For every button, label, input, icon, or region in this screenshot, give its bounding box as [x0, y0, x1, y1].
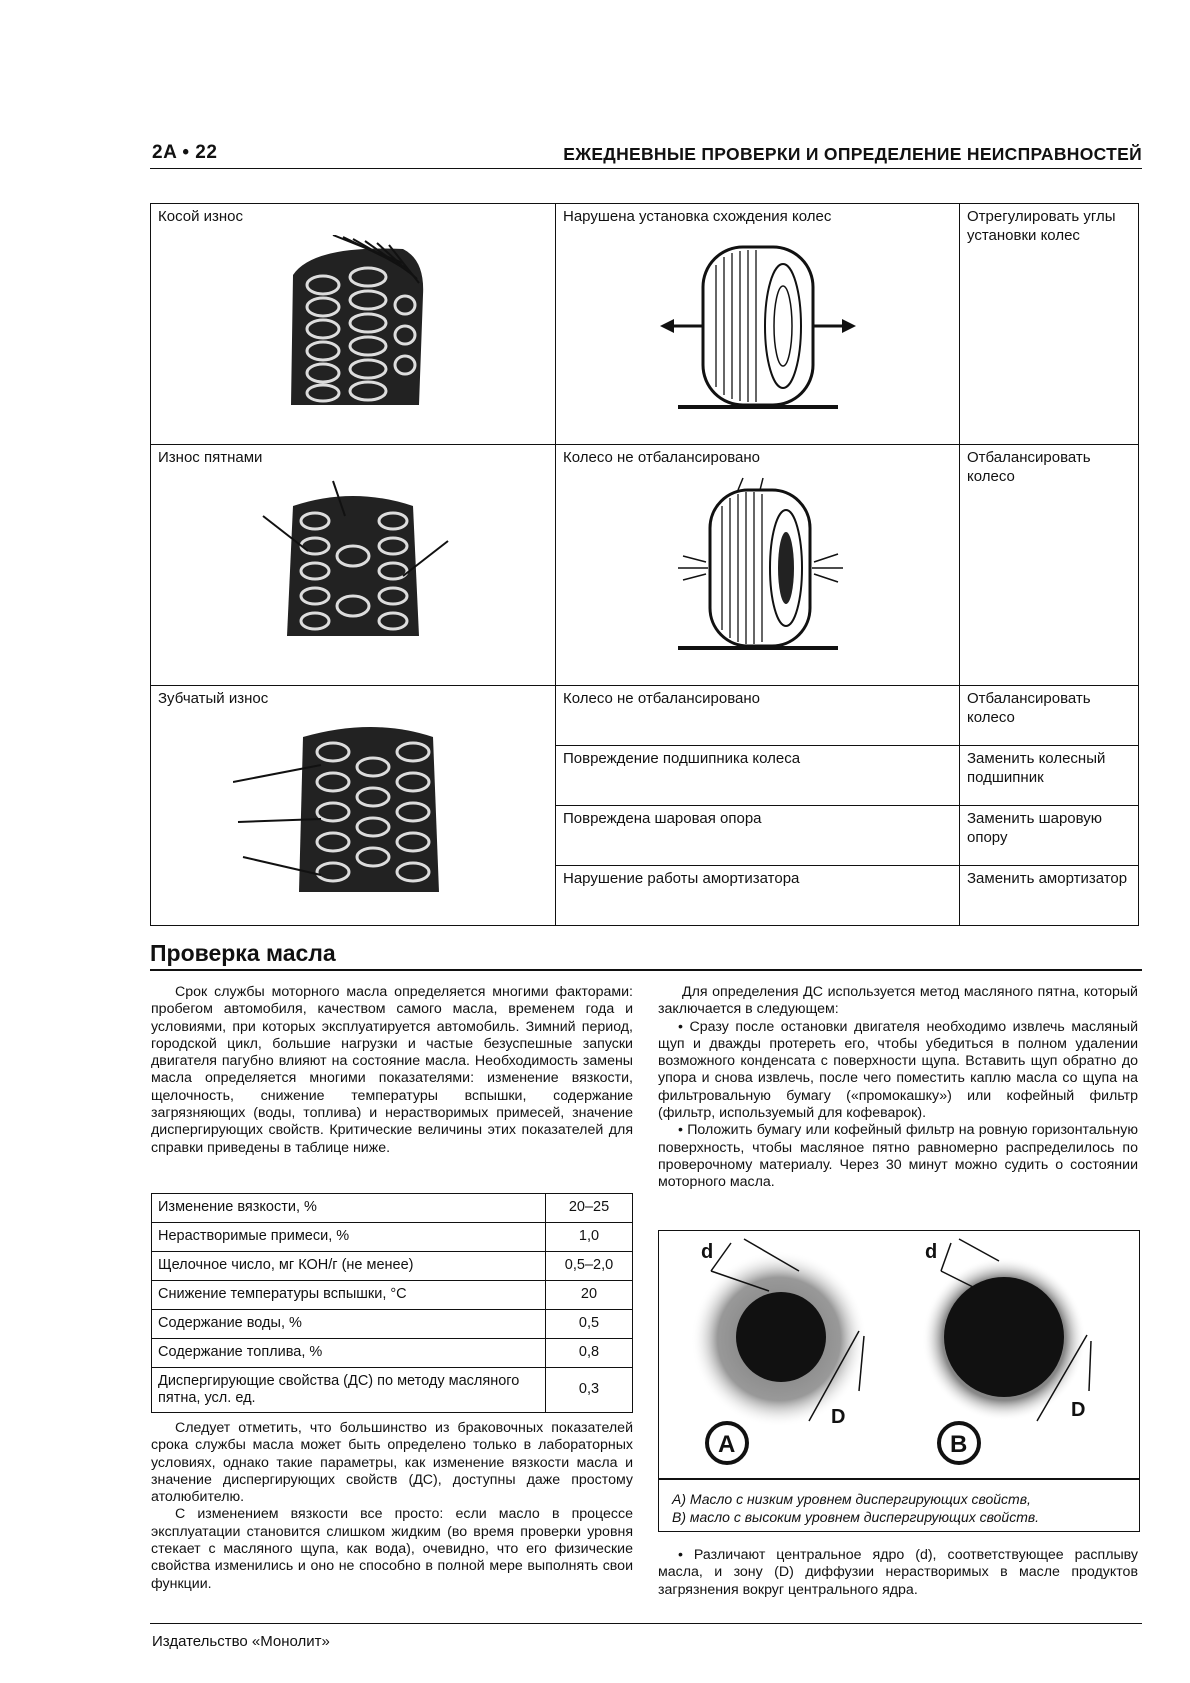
figure-caption	[658, 1490, 1138, 1526]
cause-label: Повреждена шаровая опора	[563, 810, 762, 827]
oil-criteria-table	[151, 1193, 633, 1413]
oil-spot-a	[691, 1239, 867, 1463]
value-cell: 20	[546, 1281, 633, 1310]
remedy-cell	[960, 866, 1139, 926]
oil-spot-figure	[658, 1230, 1140, 1532]
section-title: Проверка масла	[150, 940, 336, 966]
label-b: B	[950, 1431, 968, 1458]
cause-cell	[556, 806, 960, 866]
table-row	[152, 1339, 633, 1368]
label-d-a: d	[701, 1241, 714, 1263]
cause-label: Колесо не отбалансировано	[563, 690, 760, 707]
wear-label: Зубчатый износ	[158, 690, 269, 707]
cause-cell	[556, 866, 960, 926]
table-row	[151, 686, 1139, 746]
wear-cell	[151, 445, 556, 686]
remedy-cell	[960, 204, 1139, 445]
param-cell: Содержание воды, %	[152, 1310, 546, 1339]
table-row	[151, 204, 1139, 445]
footer-divider	[150, 1623, 1142, 1624]
cause-cell	[556, 746, 960, 806]
value-cell: 20–25	[546, 1194, 633, 1223]
remedy-label: Заменить колесный подшипник	[967, 750, 1106, 786]
spot-wear-tire-image	[253, 476, 453, 646]
paragraph: Следует отметить, что большинство из браковочных показателей срока службы масла может быть определено только в лабораторных условиях, однако такие параметры, как изменение вязкости масла и значение диспергирующих свойств (ДС), доступны даже простому атолюбителю.	[151, 1420, 633, 1506]
caption-line: А) Масло с низким уровнем диспергирующих свойств,	[672, 1491, 1031, 1507]
cause-cell	[556, 445, 960, 686]
label-a: A	[718, 1431, 736, 1458]
value-cell: 0,8	[546, 1339, 633, 1368]
table-row	[152, 1310, 633, 1339]
value-cell: 0,5–2,0	[546, 1252, 633, 1281]
value-cell: 0,5	[546, 1310, 633, 1339]
param-cell: Нерастворимые примеси, %	[152, 1223, 546, 1252]
unbalanced-wheel-image	[648, 476, 868, 656]
wear-label: Износ пятнами	[158, 449, 263, 466]
section-divider	[150, 969, 1142, 971]
cause-label: Нарушение работы амортизатора	[563, 870, 800, 887]
cause-label: Повреждение подшипника колеса	[563, 750, 801, 767]
right-column-top	[658, 984, 1138, 1192]
right-column-bottom	[658, 1547, 1138, 1599]
left-column-top	[151, 984, 633, 1157]
paragraph: Для определения ДС используется метод масляного пятна, который заключается в следующем:	[658, 984, 1138, 1018]
value-cell: 0,3	[546, 1368, 633, 1413]
param-cell: Диспергирующие свойства (ДС) по методу масляного пятна, усл. ед.	[152, 1368, 546, 1413]
bullet-item: • Сразу после остановки двигателя необходимо извлечь масляный щуп и дважды протереть его, чтобы убедиться в полном удалении возможного конденсата с поверхности щупа. Вставить щуп обратно до упора и снова извлечь, после чего поместить каплю масла со щупа на фильтровальную бумагу («промокашку») или кофейный фильтр (фильтр, используемый для кофеварок).	[658, 1018, 1138, 1122]
value-cell: 1,0	[546, 1223, 633, 1252]
remedy-label: Отрегулировать углы установки колес	[967, 208, 1116, 244]
table-row	[152, 1281, 633, 1310]
caption-line: В) масло с высоким уровнем диспергирующих свойств.	[672, 1509, 1040, 1525]
param-cell: Изменение вязкости, %	[152, 1194, 546, 1223]
cause-cell	[556, 686, 960, 746]
bullet-item: • Положить бумагу или кофейный фильтр на ровную горизонтальную поверхность, чтобы масляное пятно равномерно распределилось по проверочному материалу. Через 30 минут можно судить о состоянии моторного масла.	[658, 1122, 1138, 1191]
caption-divider	[659, 1478, 1139, 1480]
tire-wear-table	[150, 203, 1139, 926]
remedy-label: Заменить амортизатор	[967, 870, 1128, 887]
label-d-b: d	[925, 1241, 938, 1263]
wheel-alignment-image	[648, 235, 868, 415]
page-number: 2A • 22	[152, 142, 218, 163]
publisher: Издательство «Монолит»	[152, 1633, 330, 1650]
running-title: ЕЖЕДНЕВНЫЕ ПРОВЕРКИ И ОПРЕДЕЛЕНИЕ НЕИСПРАВНОСТЕЙ	[563, 144, 1142, 164]
remedy-cell	[960, 445, 1139, 686]
remedy-cell	[960, 746, 1139, 806]
wear-cell	[151, 686, 556, 926]
table-row	[152, 1223, 633, 1252]
param-cell: Содержание топлива, %	[152, 1339, 546, 1368]
cause-label: Колесо не отбалансировано	[563, 449, 760, 466]
remedy-cell	[960, 686, 1139, 746]
diagonal-wear-tire-image	[253, 235, 453, 415]
remedy-label: Отбалансировать колесо	[967, 690, 1091, 726]
wear-label: Косой износ	[158, 208, 244, 225]
oil-spot-b	[922, 1239, 1091, 1463]
table-row	[152, 1194, 633, 1223]
table-row	[152, 1368, 633, 1413]
param-cell: Щелочное число, мг КОН/г (не менее)	[152, 1252, 546, 1281]
cause-label: Нарушена установка схождения колес	[563, 208, 832, 225]
toothed-wear-tire-image	[233, 717, 473, 897]
param-cell: Снижение температуры вспышки, °С	[152, 1281, 546, 1310]
label-D-b: D	[1071, 1399, 1086, 1421]
remedy-cell	[960, 806, 1139, 866]
table-row	[151, 445, 1139, 686]
label-D-a: D	[831, 1406, 846, 1428]
cause-cell	[556, 204, 960, 445]
paragraph: Срок службы моторного масла определяется многими факторами: пробегом автомобиля, качеством самого масла, временем года и условиями, при которых эксплуатируется автомобиль. Зимний период, городской цикл, большие нагрузки и частые безуспешные запуски двигателя пагубно влияют на состояние масла. Необходимость замены масла определяется многими показателями: изменение вязкости, щелочность, снижение температуры вспышки, содержание загрязняющих (воды, топлива) и нерастворимых примесей, значение диспергирующих свойств. Критические величины этих показателей для справки приведены в таблице ниже.	[151, 984, 633, 1156]
table-row	[152, 1252, 633, 1281]
remedy-label: Заменить шаровую опору	[967, 810, 1103, 846]
left-column-bottom	[151, 1420, 633, 1593]
header-divider	[150, 168, 1142, 169]
paragraph: С изменением вязкости все просто: если масло в процессе эксплуатации становится слишком жидким (во время проверки уровня стекает с масляного щупа, как вода), очевидно, что его физические свойства изменились и оно не способно в полной мере выполнять свои функции.	[151, 1506, 633, 1592]
bullet-item: • Различают центральное ядро (d), соответствующее расплыву масла, и зону (D) диффузии нерастворимых в масле продуктов загрязнения вокруг центрального ядра.	[658, 1547, 1138, 1598]
remedy-label: Отбалансировать колесо	[967, 449, 1091, 485]
wear-cell	[151, 204, 556, 445]
